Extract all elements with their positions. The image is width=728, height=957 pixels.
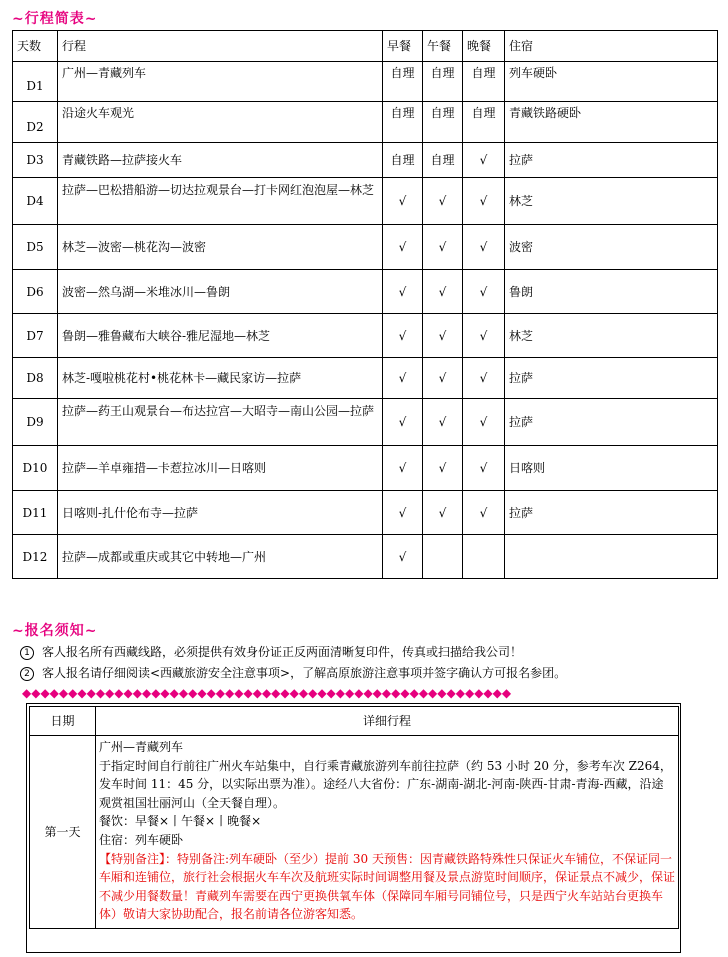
lunch-cell: √ [423,358,463,399]
header-stay: 住宿 [505,31,718,62]
itinerary-title: ~行程简表~ [12,11,98,27]
table-row [13,178,718,225]
day-cell: D2 [13,102,58,143]
day-cell: D11 [13,491,58,535]
breakfast-cell: 自理 [383,143,423,178]
itinerary-header-row [13,31,718,62]
table-row [13,62,718,102]
day-cell: D10 [13,446,58,491]
stay-cell: 拉萨 [505,399,718,446]
day-label: 第一天 [30,736,96,929]
route-cell: 波密—然乌湖—米堆冰川—鲁朗 [58,270,383,314]
dinner-cell: 自理 [463,102,505,143]
lunch-cell: √ [423,446,463,491]
table-row [13,535,718,579]
route-cell: 拉萨—药王山观景台—布达拉宫—大昭寺—南山公园—拉萨 [58,399,383,446]
stay-cell: 鲁朗 [505,270,718,314]
lunch-cell: 自理 [423,143,463,178]
detail-table [29,706,679,929]
lunch-cell: √ [423,270,463,314]
lunch-cell: 自理 [423,62,463,102]
stay-cell [505,535,718,579]
lunch-cell [423,535,463,579]
breakfast-cell: √ [383,270,423,314]
stay-cell: 拉萨 [505,143,718,178]
detail-header-row [30,707,679,736]
day-cell: D8 [13,358,58,399]
breakfast-cell: √ [383,178,423,225]
dinner-cell: √ [463,358,505,399]
lunch-cell: √ [423,225,463,270]
breakfast-cell: 自理 [383,62,423,102]
table-row [13,358,718,399]
notice-text: 客人报名所有西藏线路，必须提供有效身份证正反两面清晰复印件，传真或扫描给我公司！ [42,645,523,659]
day-cell: D3 [13,143,58,178]
day-cell: D5 [13,225,58,270]
dinner-cell: √ [463,314,505,358]
list-item [20,663,720,684]
notice-title: ~报名须知~ [12,623,98,639]
breakfast-cell: √ [383,491,423,535]
notice-list [20,642,720,684]
header-day: 天数 [13,31,58,62]
number-circle-icon: 1 [20,646,34,660]
route-cell: 林芝—波密—桃花沟—波密 [58,225,383,270]
stay-cell: 拉萨 [505,491,718,535]
table-row [13,270,718,314]
detail-special-note: 【特别备注】：特别备注:列车硬卧（至少）提前 30 天预售：因青藏铁路特殊性只保证火车铺位，不保证同一车厢和连铺位，旅行社会根据火车车次及航班实际时间调整用餐及景点游览时间顺序，保证景点不减少，保证不减少用餐数量！青藏列车需要在西宁更换供氧车体（保障同车厢号同铺位号，只是西宁火车站站台更换车体）敬请大家协助配合，报名前请各位游客知悉。 [99,851,676,922]
detail-description: 于指定时间自行前往广州火车站集中，自行乘青藏旅游列车前往拉萨（约 53 小时 20 分，参考车次 Z264，发车时间 11：45 分，以实际出票为准）。途经八大省份：广东-湖南-湖北-河南-陕西-甘肃-青海-西藏，沿途观赏祖国壮丽河山（全天餐自理）。 [99,758,672,810]
breakfast-cell: √ [383,446,423,491]
lunch-cell: √ [423,399,463,446]
stay-cell: 日喀则 [505,446,718,491]
header-lunch: 午餐 [423,31,463,62]
dinner-cell: √ [463,143,505,178]
breakfast-cell: √ [383,225,423,270]
dinner-cell [463,535,505,579]
day-cell: D12 [13,535,58,579]
breakfast-cell: 自理 [383,102,423,143]
breakfast-cell: √ [383,399,423,446]
table-row [13,399,718,446]
detail-route: 广州—青藏列车 [99,740,184,754]
dinner-cell: √ [463,178,505,225]
dinner-cell: 自理 [463,62,505,102]
table-row [13,225,718,270]
day-cell: D6 [13,270,58,314]
table-row [13,491,718,535]
detail-stay: 住宿：列车硬卧 [99,832,184,847]
dinner-cell: √ [463,491,505,535]
itinerary-table [12,30,718,579]
table-row [13,314,718,358]
route-cell: 拉萨—成都或重庆或其它中转地—广州 [58,535,383,579]
lunch-cell: √ [423,314,463,358]
table-row [13,143,718,178]
lunch-cell: √ [423,178,463,225]
stay-cell: 波密 [505,225,718,270]
dinner-cell: √ [463,446,505,491]
route-cell: 日喀则-扎什伦布寺—拉萨 [58,491,383,535]
breakfast-cell: √ [383,358,423,399]
breakfast-cell: √ [383,535,423,579]
number-circle-icon: 2 [20,667,34,681]
route-cell: 拉萨—羊卓雍措—卡惹拉冰川—日喀则 [58,446,383,491]
table-row [13,446,718,491]
header-breakfast: 早餐 [383,31,423,62]
stay-cell: 列车硬卧 [505,62,718,102]
diamond-divider: ◆◆◆◆◆◆◆◆◆◆◆◆◆◆◆◆◆◆◆◆◆◆◆◆◆◆◆◆◆◆◆◆◆◆◆◆◆◆◆◆◆◆◆◆◆◆◆◆◆◆◆◆◆ [22,686,512,700]
notice-text: 客人报名请仔细阅读<西藏旅游安全注意事项>，了解高原旅游注意事项并签字确认方可报名参团。 [42,666,567,680]
stay-cell: 林芝 [505,314,718,358]
header-dinner: 晚餐 [463,31,505,62]
dinner-cell: √ [463,399,505,446]
stay-cell: 青藏铁路硬卧 [505,102,718,143]
breakfast-cell: √ [383,314,423,358]
table-row [30,736,679,929]
header-date: 日期 [30,707,96,736]
lunch-cell: 自理 [423,102,463,143]
route-cell: 林芝-嘎啦桃花村•桃花林卡—藏民家访—拉萨 [58,358,383,399]
route-cell: 广州—青藏列车 [58,62,383,102]
lunch-cell: √ [423,491,463,535]
dinner-cell: √ [463,270,505,314]
dinner-cell: √ [463,225,505,270]
route-cell: 青藏铁路—拉萨接火车 [58,143,383,178]
header-detail: 详细行程 [96,707,679,736]
day-cell: D4 [13,178,58,225]
stay-cell: 拉萨 [505,358,718,399]
day-cell: D1 [13,62,58,102]
route-cell: 拉萨—巴松措船游—切达拉观景台—打卡网红泡泡屋—林芝 [58,178,383,225]
list-item [20,642,720,663]
day-cell: D9 [13,399,58,446]
detail-meals: 餐饮：早餐×丨午餐×丨晚餐× [99,814,262,829]
route-cell: 鲁朗—雅鲁藏布大峡谷-雅尼湿地—林芝 [58,314,383,358]
detail-table-frame [26,703,681,953]
day-detail [96,736,679,929]
stay-cell: 林芝 [505,178,718,225]
route-cell: 沿途火车观光 [58,102,383,143]
table-row [13,102,718,143]
header-route: 行程 [58,31,383,62]
day-cell: D7 [13,314,58,358]
